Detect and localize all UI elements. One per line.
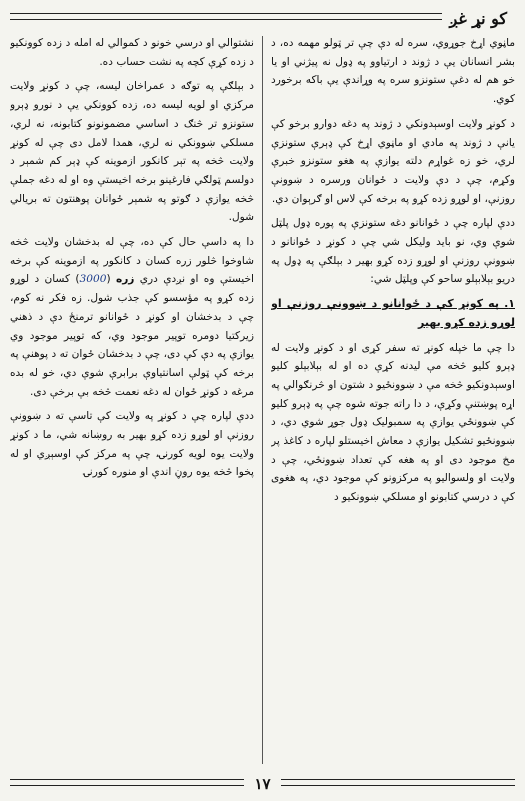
paragraph: دا چې ما خپله کونړ ته سفر کړی او د کونړ ولايت له ډېرو کليو څخه مې ليدنه کړې ده او له بېلابېلو کليو اوسېدونکيو څخه مې د ښوونځيو د شتون او څرنګوالي په اړه پوښتنې وکړې، د دا راته جوته شوه چې په ډېرو کليو کې ښوونځي يوازې په سمبوليک ډول جوړ شوي دي، د ښوونځيو تشکيل يوازې د معاش اخيستلو لپاره د کاغذ پر مخ موجود دی او په هغه کې تعداد ښوونځي، چې د ولايت او ولسواليو په مرکزونو کې موجود دي، په هغوی کې د درسي کتابونو او مسلکي ښوونکيو د — [271, 341, 515, 504]
footer-rule-right — [281, 779, 515, 789]
paragraph: دا په داسې حال کې ده، چې له بدخشان ولايت څخه شاوخوا څلور زره کسان د کانکور په ازموينه کې برخه اخيستې وه او نږدې دري زره (3000) کسان د لوړو زده کړو په مؤسسو کې جذب شول. زه فکر نه کوم، چې د بدخشان او کونړ د ځوانانو ترمنځ دې د ذهني زيرکتيا دومره توپير موجود وي، که توپير موجود وي يوازې په دې کې دی، چې د بدخشان ځوان ته د پوهنې په برخه کې ټولې اسانتياوې برابرې شوې دي، خو له بده مرغه د کونړ ځوان له دغه نعمت څخه بې برخې دی. — [10, 236, 254, 398]
page-number: ۱۷ — [254, 775, 271, 793]
header-rule-middle — [226, 13, 442, 23]
paragraph: نشتوالي او درسي خونو د کموالي له امله د زده کوونکيو د زده کړې کچه په نشت حساب ده. — [10, 37, 254, 68]
paragraph: د کونړ ولايت اوسېدونکي د ژوند په دغه دوارو برخو کې يانې د ژوند په مادي او ماڼوي اړخ کې ډېرې ستونزې لري، خو زه غواړم دلته يوازې په هغو ستونزو خبرې وکړم، چې د دې ولايت د ځوانان ورسره د ښوونې روزنې، او لوړو زده کړو په برخه کې لاس او ګرېوان دي. — [271, 117, 515, 205]
paragraph: ددې لپاره چې د کونړ په ولايت کې تاسې ته د ښوونې روزنې او لوړو زده کړو بهير به روښانه شي، ما د کونړ ولايت يوه لويه کورنۍ، چې په مرکز کې اوسېږي او له پخوا څخه يوه روڼ اندې او منوره کورنۍ — [10, 410, 254, 479]
paragraph: د بېلګې په توګه د عمراخان ليسه، چې د کونړ ولايت مرکزي او لويه ليسه ده، زده کوونکي يې د نورو ډېرو ستونزو تر څنګ د اساسي مضمونونو کتابونه، نه لري، مسلکي ښوونکي نه لري، همدا لامل دی چې له کونړ ولايت څخه په تېر کانکور ازموينه کې ډېر کم شمېر د دولسم ټولګي فارغينو برخه اخيستې وه او له دغه جملې څخه يوازې د ګوتو په شمېر ځوانان پوهنتون ته بريالي شول. — [10, 80, 254, 224]
paragraph: ددې لپاره چې د ځوانانو دغه ستونزې په پوره ډول پلټل شوې وي، نو بايد وليکل شي چې د کونړ د ځوانانو د ښوونې روزنې او لوړو زده کړو بهير د بېلګې په ډول په دريو بېلابېلو ساحو کې وپلټل شي: — [271, 217, 515, 286]
paragraph-text: دا په داسې حال کې ده، چې له بدخشان ولايت څخه شاوخوا څلور زره کسان د کانکور په ازموينه کې برخه اخيستې وه او نږدې دري — [10, 236, 254, 286]
page-footer — [10, 772, 515, 796]
paragraph: ماڼوي اړخ جوړوي، سره له دې چې تر ټولو مهمه ده، د بشر انسانان يې د ژوند د ارتياوو په ډول نه پيژني او يا خو هم له دغې ستونزو سره په وړاندې يې باکه برخورد کوي. — [271, 37, 515, 106]
left-column — [10, 34, 254, 766]
article-columns — [10, 34, 515, 766]
paragraph-text: کسان د لوړو زده کړو په مؤسسو کې جذب شول. زه فکر نه کوم، چې د بدخشان او کونړ د ځوانانو ترمنځ دې د ذهني زيرکتيا دومره توپير موجود وي، که توپير موجود وي يوازې په دې کې دی، چې د بدخشان ځوان ته د پوهنې په برخه کې ټولې اسانتياوې برابرې شوې دي، خو له بده مرغه د کونړ ځوان له دغه نعمت څخه بې برخې دی. — [10, 273, 254, 398]
handwritten-number: 3000 — [79, 273, 107, 286]
section-heading: ۱. په کونړ کې د ځوانانو د ښوونې روزنې او لوړو زده کړو بهير — [271, 297, 515, 329]
right-column — [271, 34, 515, 766]
magazine-title: کو نړ غږ — [449, 8, 507, 28]
footer-rule-left — [10, 779, 244, 789]
emphasis-word: زره — [115, 273, 135, 286]
page-header — [10, 6, 515, 30]
header-rule-left — [10, 13, 226, 23]
